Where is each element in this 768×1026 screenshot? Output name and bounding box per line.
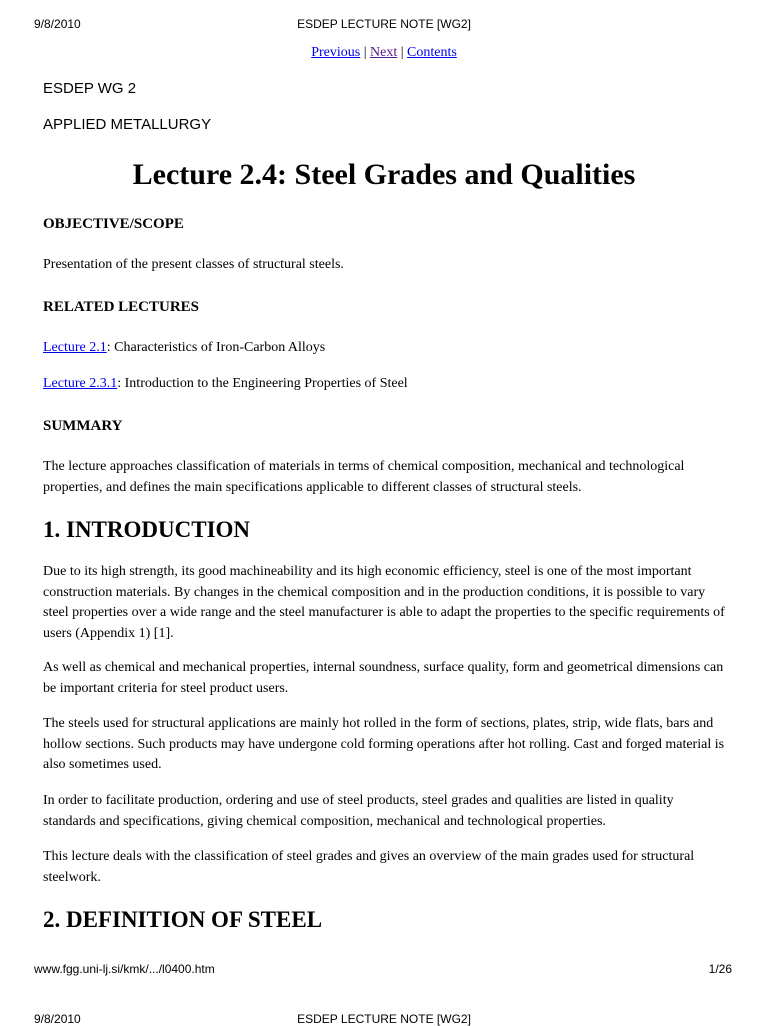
lecture-navigation [0,44,768,62]
section-heading-definition: 2. DEFINITION OF STEEL [43,907,323,932]
related-lecture-title: : Characteristics of Iron-Carbon Alloys [106,340,326,355]
footer-page-number: 1/26 [708,962,732,976]
nav-separator: | [400,45,404,60]
contents-link[interactable]: Contents [407,45,457,60]
summary-text: The lecture approaches classification of materials in terms of chemical composition, mechanical and technological properties, and defines the main specifications applicable to different classes of structural steels. [43,459,685,495]
intro-paragraph: Due to its high strength, its good machineability and its high economic efficiency, steel is one of the most important construction materials. By changes in the chemical composition and in the production conditions, it is possible to vary steel properties over a wide range and the steel manufacturer is able to adapt the properties to the specific requirements of users (Appendix 1) [1]. [43,564,725,641]
footer-url: www.fgg.uni-lj.si/kmk/.../l0400.htm [34,962,215,976]
related-lecture-title: : Introduction to the Engineering Properties of Steel [117,376,408,391]
nav-separator: | [363,45,367,60]
section-heading-introduction: 1. INTRODUCTION [43,517,251,542]
print-doc-title: ESDEP LECTURE NOTE [WG2] [297,17,471,31]
lecture-2-3-1-link[interactable]: Lecture 2.3.1 [43,376,118,391]
intro-paragraph: As well as chemical and mechanical properties, internal soundness, surface quality, form and geometrical dimensions can be important criteria for steel product users. [43,660,724,696]
intro-paragraph: This lecture deals with the classification of steel grades and gives an overview of the main grades used for structural steelwork. [43,849,695,885]
summary-heading: SUMMARY [43,418,123,434]
related-lecture-item [43,338,728,359]
previous-link[interactable]: Previous [311,45,361,60]
intro-paragraph: The steels used for structural applications are mainly hot rolled in the form of sections, plates, strip, wide flats, bars and hollow sections. Such products may have undergone cold forming operations after hot rolling. Cast and forged material is also sometimes used. [43,716,725,772]
print-date: 9/8/2010 [34,17,81,31]
subject-label: APPLIED METALLURGY [43,116,212,133]
next-page-doc-title: ESDEP LECTURE NOTE [WG2] [297,1012,471,1026]
objective-heading: OBJECTIVE/SCOPE [43,216,184,232]
page-title: Lecture 2.4: Steel Grades and Qualities [132,158,636,191]
related-lectures-heading: RELATED LECTURES [43,299,200,315]
next-link[interactable]: Next [370,45,398,60]
next-page-date: 9/8/2010 [34,1012,81,1026]
intro-paragraph: In order to facilitate production, ordering and use of steel products, steel grades and qualities are listed in quality standards and specifications, giving chemical composition, mechanical and technological properties. [43,793,674,829]
related-lecture-item [43,374,728,395]
objective-text: Presentation of the present classes of structural steels. [43,257,344,272]
lecture-2-1-link[interactable]: Lecture 2.1 [43,340,107,355]
working-group-label: ESDEP WG 2 [43,80,137,97]
